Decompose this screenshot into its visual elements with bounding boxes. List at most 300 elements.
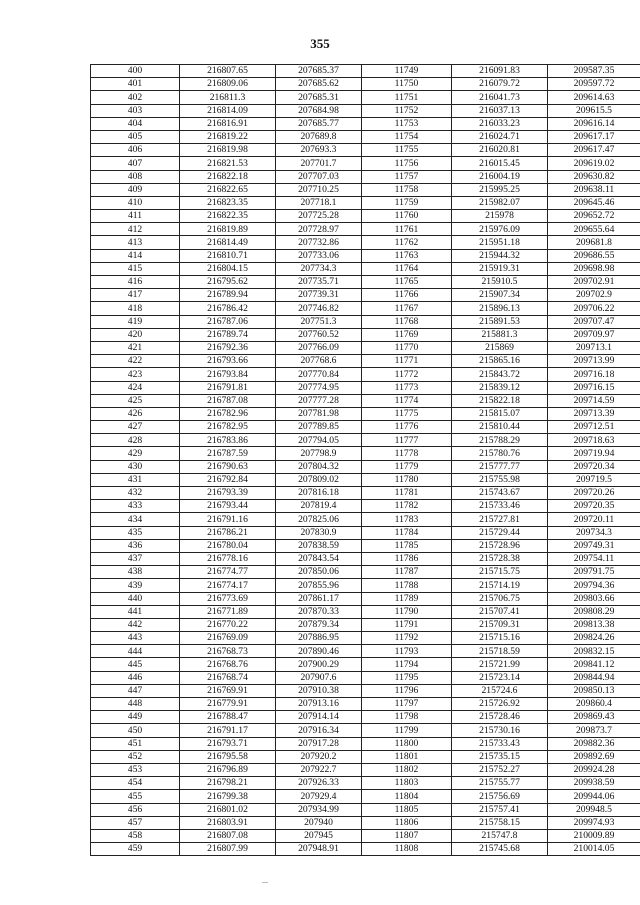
y-coordinate-right-cell: 209698.98 — [548, 262, 640, 275]
point-number-cell: 403 — [91, 104, 180, 117]
point-number-cell: 402 — [91, 91, 180, 104]
table-row — [91, 698, 640, 711]
y-coordinate-cell: 207766.09 — [276, 341, 362, 354]
y-coordinate-right-cell: 209702.9 — [548, 289, 640, 302]
x-coordinate-cell: 216819.89 — [180, 223, 276, 236]
y-coordinate-right-cell: 210009.89 — [548, 829, 640, 842]
y-coordinate-right-cell: 209720.11 — [548, 513, 640, 526]
x-coordinate-right-cell: 215951.18 — [452, 236, 548, 249]
y-coordinate-cell: 207693.3 — [276, 144, 362, 157]
point-number-cell: 433 — [91, 500, 180, 513]
point-number-cell: 449 — [91, 711, 180, 724]
point-number-cell: 427 — [91, 421, 180, 434]
y-coordinate-cell: 207929.4 — [276, 790, 362, 803]
point-number-cell: 453 — [91, 763, 180, 776]
x-coordinate-cell: 216774.17 — [180, 579, 276, 592]
table-row — [91, 328, 640, 341]
x-coordinate-cell: 216782.96 — [180, 407, 276, 420]
point-number-cell: 431 — [91, 473, 180, 486]
point-number-cell: 436 — [91, 539, 180, 552]
point-number-cell: 419 — [91, 315, 180, 328]
y-coordinate-cell: 207843.54 — [276, 552, 362, 565]
table-row — [91, 566, 640, 579]
x-coordinate-right-cell: 215995.25 — [452, 183, 548, 196]
y-coordinate-right-cell: 209841.12 — [548, 658, 640, 671]
point-number-right-cell: 11807 — [362, 829, 452, 842]
y-coordinate-cell: 207917.28 — [276, 737, 362, 750]
point-number-right-cell: 11779 — [362, 460, 452, 473]
x-coordinate-right-cell: 216037.13 — [452, 104, 548, 117]
point-number-right-cell: 11774 — [362, 394, 452, 407]
point-number-cell: 443 — [91, 632, 180, 645]
x-coordinate-cell: 216783.86 — [180, 434, 276, 447]
table-row — [91, 618, 640, 631]
x-coordinate-cell: 216822.18 — [180, 170, 276, 183]
point-number-right-cell: 11765 — [362, 276, 452, 289]
point-number-right-cell: 11767 — [362, 302, 452, 315]
y-coordinate-cell: 207948.91 — [276, 843, 362, 856]
x-coordinate-cell: 216810.71 — [180, 249, 276, 262]
y-coordinate-right-cell: 209791.75 — [548, 566, 640, 579]
table-row — [91, 803, 640, 816]
y-coordinate-right-cell: 209716.15 — [548, 381, 640, 394]
y-coordinate-right-cell: 209718.63 — [548, 434, 640, 447]
table-row — [91, 91, 640, 104]
y-coordinate-right-cell: 209720.26 — [548, 487, 640, 500]
table-row — [91, 579, 640, 592]
table-row — [91, 249, 640, 262]
table-row — [91, 539, 640, 552]
x-coordinate-cell: 216822.65 — [180, 183, 276, 196]
x-coordinate-right-cell: 215715.75 — [452, 566, 548, 579]
y-coordinate-cell: 207825.06 — [276, 513, 362, 526]
point-number-right-cell: 11772 — [362, 368, 452, 381]
point-number-cell: 418 — [91, 302, 180, 315]
x-coordinate-right-cell: 216024.71 — [452, 130, 548, 143]
x-coordinate-right-cell: 215780.76 — [452, 447, 548, 460]
x-coordinate-right-cell: 215755.77 — [452, 777, 548, 790]
y-coordinate-right-cell: 209882.36 — [548, 737, 640, 750]
table-row — [91, 816, 640, 829]
point-number-right-cell: 11775 — [362, 407, 452, 420]
y-coordinate-right-cell: 209720.34 — [548, 460, 640, 473]
point-number-right-cell: 11764 — [362, 262, 452, 275]
y-coordinate-right-cell: 209655.64 — [548, 223, 640, 236]
table-row — [91, 513, 640, 526]
x-coordinate-cell: 216791.17 — [180, 724, 276, 737]
x-coordinate-cell: 216801.02 — [180, 803, 276, 816]
x-coordinate-cell: 216807.65 — [180, 65, 276, 78]
y-coordinate-cell: 207725.28 — [276, 210, 362, 223]
y-coordinate-cell: 207861.17 — [276, 592, 362, 605]
point-number-right-cell: 11789 — [362, 592, 452, 605]
point-number-cell: 438 — [91, 566, 180, 579]
y-coordinate-right-cell: 209794.36 — [548, 579, 640, 592]
table-row — [91, 473, 640, 486]
y-coordinate-cell: 207746.82 — [276, 302, 362, 315]
x-coordinate-cell: 216793.71 — [180, 737, 276, 750]
table-row — [91, 157, 640, 170]
table-row — [91, 750, 640, 763]
y-coordinate-cell: 207850.06 — [276, 566, 362, 579]
y-coordinate-cell: 207781.98 — [276, 407, 362, 420]
y-coordinate-right-cell: 209652.72 — [548, 210, 640, 223]
x-coordinate-cell: 216819.22 — [180, 130, 276, 143]
y-coordinate-cell: 207855.96 — [276, 579, 362, 592]
y-coordinate-right-cell: 209948.5 — [548, 803, 640, 816]
y-coordinate-cell: 207732.86 — [276, 236, 362, 249]
point-number-right-cell: 11752 — [362, 104, 452, 117]
point-number-cell: 430 — [91, 460, 180, 473]
x-coordinate-right-cell: 215869 — [452, 341, 548, 354]
table-row — [91, 500, 640, 513]
point-number-cell: 439 — [91, 579, 180, 592]
x-coordinate-right-cell: 215810.44 — [452, 421, 548, 434]
x-coordinate-right-cell: 215944.32 — [452, 249, 548, 262]
point-number-cell: 459 — [91, 843, 180, 856]
table-row — [91, 315, 640, 328]
point-number-cell: 435 — [91, 526, 180, 539]
point-number-cell: 415 — [91, 262, 180, 275]
y-coordinate-right-cell: 209808.29 — [548, 605, 640, 618]
x-coordinate-right-cell: 215730.16 — [452, 724, 548, 737]
y-coordinate-right-cell: 209615.5 — [548, 104, 640, 117]
point-number-right-cell: 11753 — [362, 117, 452, 130]
point-number-right-cell: 11759 — [362, 196, 452, 209]
y-coordinate-right-cell: 209869.43 — [548, 711, 640, 724]
point-number-cell: 448 — [91, 698, 180, 711]
y-coordinate-right-cell: 209873.7 — [548, 724, 640, 737]
x-coordinate-cell: 216814.49 — [180, 236, 276, 249]
point-number-right-cell: 11803 — [362, 777, 452, 790]
x-coordinate-right-cell: 215715.16 — [452, 632, 548, 645]
table-row — [91, 289, 640, 302]
scan-mark — [262, 882, 268, 883]
x-coordinate-right-cell: 215721.99 — [452, 658, 548, 671]
point-number-right-cell: 11768 — [362, 315, 452, 328]
y-coordinate-right-cell: 210014.05 — [548, 843, 640, 856]
y-coordinate-cell: 207830.9 — [276, 526, 362, 539]
point-number-cell: 440 — [91, 592, 180, 605]
point-number-cell: 426 — [91, 407, 180, 420]
table-row — [91, 368, 640, 381]
point-number-cell: 405 — [91, 130, 180, 143]
y-coordinate-right-cell: 209714.59 — [548, 394, 640, 407]
table-row — [91, 526, 640, 539]
point-number-cell: 407 — [91, 157, 180, 170]
x-coordinate-cell: 216787.06 — [180, 315, 276, 328]
y-coordinate-cell: 207760.52 — [276, 328, 362, 341]
point-number-right-cell: 11781 — [362, 487, 452, 500]
point-number-right-cell: 11755 — [362, 144, 452, 157]
point-number-cell: 400 — [91, 65, 180, 78]
x-coordinate-right-cell: 215728.46 — [452, 711, 548, 724]
point-number-cell: 412 — [91, 223, 180, 236]
point-number-right-cell: 11771 — [362, 355, 452, 368]
y-coordinate-cell: 207879.34 — [276, 618, 362, 631]
y-coordinate-right-cell: 209844.94 — [548, 671, 640, 684]
x-coordinate-cell: 216780.04 — [180, 539, 276, 552]
y-coordinate-cell: 207777.28 — [276, 394, 362, 407]
point-number-cell: 422 — [91, 355, 180, 368]
page-number: 355 — [310, 36, 330, 51]
y-coordinate-cell: 207926.33 — [276, 777, 362, 790]
point-number-right-cell: 11756 — [362, 157, 452, 170]
y-coordinate-cell: 207734.3 — [276, 262, 362, 275]
point-number-right-cell: 11790 — [362, 605, 452, 618]
point-number-right-cell: 11786 — [362, 552, 452, 565]
table-row — [91, 737, 640, 750]
point-number-cell: 417 — [91, 289, 180, 302]
y-coordinate-right-cell: 209754.11 — [548, 552, 640, 565]
table-row — [91, 447, 640, 460]
point-number-cell: 420 — [91, 328, 180, 341]
point-number-right-cell: 11791 — [362, 618, 452, 631]
x-coordinate-cell: 216768.73 — [180, 645, 276, 658]
x-coordinate-cell: 216770.22 — [180, 618, 276, 631]
x-coordinate-right-cell: 215752.27 — [452, 763, 548, 776]
y-coordinate-cell: 207733.06 — [276, 249, 362, 262]
x-coordinate-cell: 216787.08 — [180, 394, 276, 407]
x-coordinate-cell: 216778.16 — [180, 552, 276, 565]
x-coordinate-cell: 216803.91 — [180, 816, 276, 829]
y-coordinate-cell: 207910.38 — [276, 684, 362, 697]
y-coordinate-cell: 207916.34 — [276, 724, 362, 737]
x-coordinate-cell: 216793.39 — [180, 487, 276, 500]
table-row — [91, 144, 640, 157]
x-coordinate-right-cell: 215745.68 — [452, 843, 548, 856]
point-number-cell: 406 — [91, 144, 180, 157]
x-coordinate-right-cell: 215729.44 — [452, 526, 548, 539]
y-coordinate-right-cell: 209681.8 — [548, 236, 640, 249]
x-coordinate-cell: 216823.35 — [180, 196, 276, 209]
y-coordinate-right-cell: 209892.69 — [548, 750, 640, 763]
table-row — [91, 78, 640, 91]
table-row — [91, 763, 640, 776]
table-row — [91, 434, 640, 447]
x-coordinate-cell: 216787.59 — [180, 447, 276, 460]
table-row — [91, 671, 640, 684]
x-coordinate-cell: 216819.98 — [180, 144, 276, 157]
x-coordinate-cell: 216788.47 — [180, 711, 276, 724]
point-number-right-cell: 11770 — [362, 341, 452, 354]
point-number-cell: 450 — [91, 724, 180, 737]
x-coordinate-cell: 216793.44 — [180, 500, 276, 513]
table-row — [91, 632, 640, 645]
table-row — [91, 236, 640, 249]
table-row — [91, 170, 640, 183]
y-coordinate-cell: 207685.77 — [276, 117, 362, 130]
y-coordinate-cell: 207819.4 — [276, 500, 362, 513]
point-number-cell: 429 — [91, 447, 180, 460]
y-coordinate-cell: 207774.95 — [276, 381, 362, 394]
x-coordinate-right-cell: 215714.19 — [452, 579, 548, 592]
y-coordinate-cell: 207707.03 — [276, 170, 362, 183]
x-coordinate-right-cell: 215709.31 — [452, 618, 548, 631]
point-number-right-cell: 11798 — [362, 711, 452, 724]
table-row — [91, 421, 640, 434]
table-row — [91, 341, 640, 354]
table-row — [91, 407, 640, 420]
y-coordinate-cell: 207710.25 — [276, 183, 362, 196]
x-coordinate-right-cell: 215896.13 — [452, 302, 548, 315]
table-row — [91, 223, 640, 236]
y-coordinate-right-cell: 209617.17 — [548, 130, 640, 143]
x-coordinate-cell: 216807.08 — [180, 829, 276, 842]
y-coordinate-right-cell: 209824.26 — [548, 632, 640, 645]
x-coordinate-cell: 216816.91 — [180, 117, 276, 130]
table-row — [91, 790, 640, 803]
point-number-right-cell: 11787 — [362, 566, 452, 579]
x-coordinate-cell: 216822.35 — [180, 210, 276, 223]
table-row — [91, 552, 640, 565]
point-number-right-cell: 11804 — [362, 790, 452, 803]
point-number-cell: 434 — [91, 513, 180, 526]
table-row — [91, 724, 640, 737]
y-coordinate-cell: 207907.6 — [276, 671, 362, 684]
point-number-right-cell: 11802 — [362, 763, 452, 776]
y-coordinate-cell: 207685.31 — [276, 91, 362, 104]
point-number-cell: 424 — [91, 381, 180, 394]
x-coordinate-cell: 216798.21 — [180, 777, 276, 790]
x-coordinate-cell: 216795.58 — [180, 750, 276, 763]
x-coordinate-cell: 216790.63 — [180, 460, 276, 473]
point-number-right-cell: 11794 — [362, 658, 452, 671]
x-coordinate-right-cell: 215724.6 — [452, 684, 548, 697]
x-coordinate-right-cell: 215733.43 — [452, 737, 548, 750]
table-row — [91, 460, 640, 473]
y-coordinate-right-cell: 209706.22 — [548, 302, 640, 315]
y-coordinate-cell: 207920.2 — [276, 750, 362, 763]
point-number-right-cell: 11761 — [362, 223, 452, 236]
point-number-right-cell: 11766 — [362, 289, 452, 302]
table-row — [91, 658, 640, 671]
coordinates-table — [90, 64, 640, 856]
x-coordinate-right-cell: 215726.92 — [452, 698, 548, 711]
table-row — [91, 196, 640, 209]
y-coordinate-right-cell: 209938.59 — [548, 777, 640, 790]
point-number-cell: 442 — [91, 618, 180, 631]
table-row — [91, 843, 640, 856]
y-coordinate-right-cell: 209617.47 — [548, 144, 640, 157]
x-coordinate-cell: 216799.38 — [180, 790, 276, 803]
point-number-cell: 421 — [91, 341, 180, 354]
x-coordinate-cell: 216769.09 — [180, 632, 276, 645]
point-number-right-cell: 11762 — [362, 236, 452, 249]
y-coordinate-right-cell: 209803.66 — [548, 592, 640, 605]
x-coordinate-right-cell: 216033.23 — [452, 117, 548, 130]
y-coordinate-right-cell: 209720.35 — [548, 500, 640, 513]
y-coordinate-cell: 207804.32 — [276, 460, 362, 473]
x-coordinate-right-cell: 215707.41 — [452, 605, 548, 618]
y-coordinate-cell: 207689.8 — [276, 130, 362, 143]
x-coordinate-cell: 216786.21 — [180, 526, 276, 539]
y-coordinate-right-cell: 209713.1 — [548, 341, 640, 354]
y-coordinate-right-cell: 209749.31 — [548, 539, 640, 552]
x-coordinate-right-cell: 215777.77 — [452, 460, 548, 473]
x-coordinate-cell: 216773.69 — [180, 592, 276, 605]
y-coordinate-cell: 207890.46 — [276, 645, 362, 658]
y-coordinate-right-cell: 209944.06 — [548, 790, 640, 803]
y-coordinate-right-cell: 209813.38 — [548, 618, 640, 631]
x-coordinate-cell: 216804.15 — [180, 262, 276, 275]
x-coordinate-right-cell: 215718.59 — [452, 645, 548, 658]
point-number-cell: 437 — [91, 552, 180, 565]
x-coordinate-right-cell: 215728.38 — [452, 552, 548, 565]
x-coordinate-cell: 216782.95 — [180, 421, 276, 434]
x-coordinate-right-cell: 215976.09 — [452, 223, 548, 236]
y-coordinate-right-cell: 209645.46 — [548, 196, 640, 209]
x-coordinate-cell: 216768.76 — [180, 658, 276, 671]
x-coordinate-right-cell: 215743.67 — [452, 487, 548, 500]
x-coordinate-cell: 216814.09 — [180, 104, 276, 117]
point-number-cell: 455 — [91, 790, 180, 803]
point-number-right-cell: 11776 — [362, 421, 452, 434]
point-number-cell: 441 — [91, 605, 180, 618]
x-coordinate-right-cell: 215907.34 — [452, 289, 548, 302]
y-coordinate-cell: 207684.98 — [276, 104, 362, 117]
table-row — [91, 829, 640, 842]
y-coordinate-right-cell: 209587.35 — [548, 65, 640, 78]
point-number-cell: 416 — [91, 276, 180, 289]
y-coordinate-cell: 207701.7 — [276, 157, 362, 170]
x-coordinate-cell: 216771.89 — [180, 605, 276, 618]
point-number-cell: 428 — [91, 434, 180, 447]
x-coordinate-cell: 216792.84 — [180, 473, 276, 486]
point-number-cell: 413 — [91, 236, 180, 249]
point-number-right-cell: 11801 — [362, 750, 452, 763]
y-coordinate-right-cell: 209716.18 — [548, 368, 640, 381]
x-coordinate-right-cell: 215822.18 — [452, 394, 548, 407]
table-row — [91, 394, 640, 407]
point-number-cell: 452 — [91, 750, 180, 763]
point-number-cell: 414 — [91, 249, 180, 262]
x-coordinate-cell: 216807.99 — [180, 843, 276, 856]
point-number-right-cell: 11777 — [362, 434, 452, 447]
y-coordinate-right-cell: 209924.28 — [548, 763, 640, 776]
x-coordinate-right-cell: 215891.53 — [452, 315, 548, 328]
point-number-cell: 445 — [91, 658, 180, 671]
y-coordinate-right-cell: 209638.11 — [548, 183, 640, 196]
point-number-cell: 447 — [91, 684, 180, 697]
y-coordinate-cell: 207940 — [276, 816, 362, 829]
x-coordinate-right-cell: 216020.81 — [452, 144, 548, 157]
y-coordinate-cell: 207945 — [276, 829, 362, 842]
x-coordinate-cell: 216792.36 — [180, 341, 276, 354]
x-coordinate-right-cell: 215788.29 — [452, 434, 548, 447]
x-coordinate-cell: 216789.94 — [180, 289, 276, 302]
x-coordinate-right-cell: 215843.72 — [452, 368, 548, 381]
table-row — [91, 210, 640, 223]
table-row — [91, 777, 640, 790]
y-coordinate-cell: 207751.3 — [276, 315, 362, 328]
point-number-right-cell: 11795 — [362, 671, 452, 684]
x-coordinate-cell: 216769.91 — [180, 684, 276, 697]
point-number-right-cell: 11806 — [362, 816, 452, 829]
y-coordinate-right-cell: 209619.02 — [548, 157, 640, 170]
point-number-cell: 409 — [91, 183, 180, 196]
table-row — [91, 65, 640, 78]
y-coordinate-right-cell: 209712.51 — [548, 421, 640, 434]
x-coordinate-right-cell: 215910.5 — [452, 276, 548, 289]
y-coordinate-right-cell: 209719.94 — [548, 447, 640, 460]
y-coordinate-right-cell: 209686.55 — [548, 249, 640, 262]
y-coordinate-cell: 207739.31 — [276, 289, 362, 302]
y-coordinate-cell: 207838.59 — [276, 539, 362, 552]
point-number-right-cell: 11751 — [362, 91, 452, 104]
y-coordinate-cell: 207685.37 — [276, 65, 362, 78]
point-number-cell: 454 — [91, 777, 180, 790]
